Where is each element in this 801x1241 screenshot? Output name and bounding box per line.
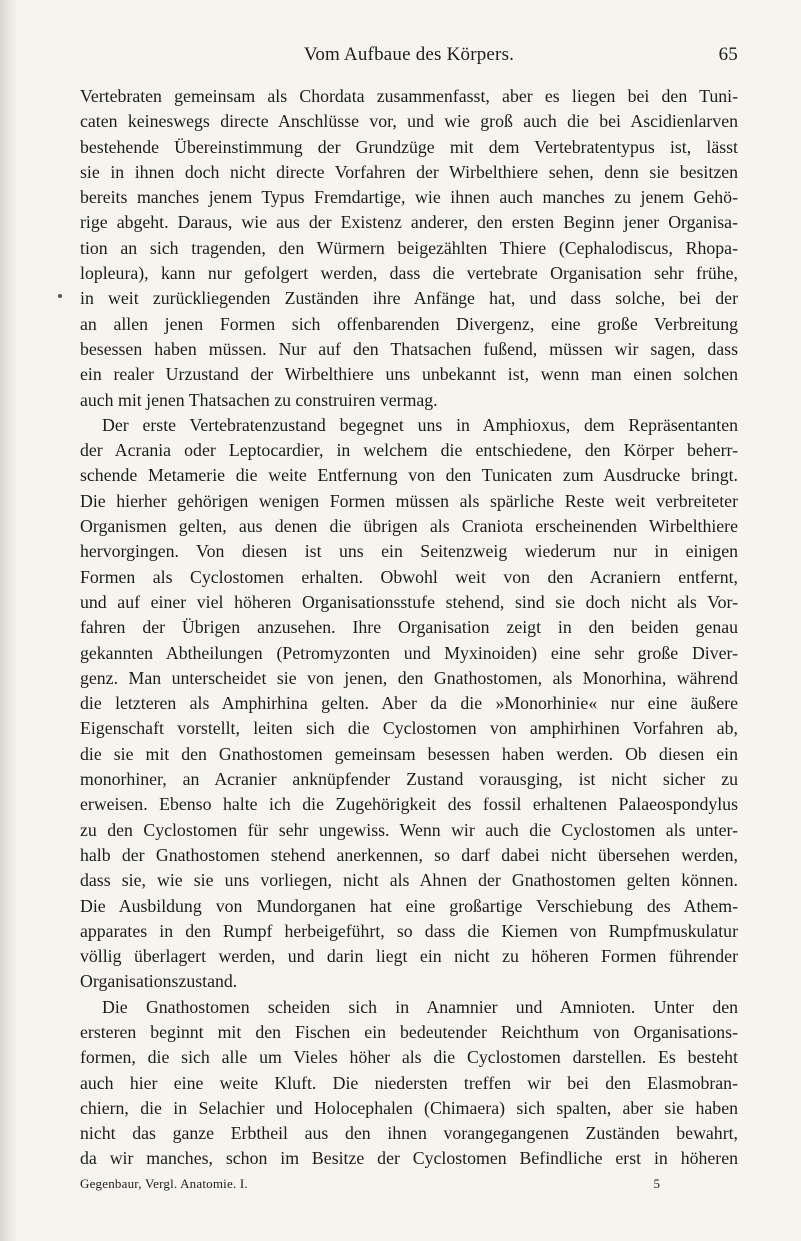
book-page [80, 44, 738, 1196]
text-line: Formen als Cyclostomen erhalten. Obwohl weit von den Acraniern entfernt, [80, 566, 738, 587]
text-line: Die Gnathostomen scheiden sich in Anamnier und Amnioten. Unter den [102, 996, 738, 1017]
text-line: chiern, die in Selachier und Holocephalen (Chimaera) sich spalten, aber sie haben [80, 1097, 738, 1118]
text-line: an allen jenen Formen sich offenbarenden Divergenz, eine große Verbreitung [80, 313, 738, 334]
text-line: Die Ausbildung von Mundorganen hat eine großartige Verschiebung des Athem- [80, 895, 738, 916]
text-line: halb der Gnathostomen stehend anerkennen, so darf dabei nicht übersehen werden, [80, 844, 738, 865]
running-head [80, 44, 738, 74]
text-line: die letzteren als Amphirhina gelten. Aber da die »Monorhinie« nur eine äußere [80, 693, 738, 714]
text-line: Die hierher gehörigen wenigen Formen müssen als spärliche Reste weit verbreiteter [80, 490, 738, 511]
text-line: zu den Cyclostomen für sehr ungewiss. Wenn wir auch die Cyclostomen als unter- [80, 819, 738, 840]
text-line: Organismen gelten, aus denen die übrigen als Craniota erscheinenden Wirbelthiere [80, 516, 738, 537]
text-line: schende Metamerie die weite Entfernung von den Tunicaten zum Ausdrucke bringt. [80, 465, 738, 486]
text-line: die sie mit den Gnathostomen gemeinsam besessen haben werden. Ob diesen ein [80, 743, 738, 764]
text-line: monorhiner, an Acranier anknüpfender Zustand vorausging, ist nicht sicher zu [80, 769, 738, 790]
text-line: gekannten Abtheilungen (Petromyzonten und Myxinoiden) eine sehr große Diver- [80, 642, 738, 663]
text-line: nicht das ganze Erbtheil aus den ihnen vorangegangenen Zuständen bewahrt, [80, 1123, 738, 1144]
margin-dot [58, 294, 62, 298]
text-line: formen, die sich alle um Vieles höher als die Cyclostomen darstellen. Es besteht [80, 1047, 738, 1068]
text-line: sie in ihnen doch nicht directe Vorfahren der Wirbelthiere sehen, denn sie besitzen [80, 161, 738, 182]
text-line: genz. Man unterscheidet sie von jenen, den Gnathostomen, als Monorhina, während [80, 667, 738, 688]
text-line: apparates in den Rumpf herbeigeführt, so dass die Kiemen von Rumpfmuskulatur [80, 920, 738, 941]
text-line: Eigenschaft vorstellt, leiten sich die Cyclostomen von amphirhinen Vorfahren ab, [80, 718, 738, 739]
text-line: tion an sich tragenden, den Würmern beigezählten Thiere (Cephalodiscus, Rhopa- [80, 237, 738, 258]
text-line: ein realer Urzustand der Wirbelthiere uns unbekannt ist, wenn man einen solchen [80, 364, 738, 385]
text-line: völlig überlagert werden, und darin liegt ein nicht zu höheren Formen führender [80, 946, 738, 967]
text-line: hervorgingen. Von diesen ist uns ein Seitenzweig wiederum nur in einigen [80, 541, 738, 562]
text-line: auch hier eine weite Kluft. Die niedersten treffen wir bei den Elasmobran- [80, 1072, 738, 1093]
text-line: in weit zurückliegenden Zuständen ihre Anfänge hat, und dass solche, bei der [80, 288, 738, 309]
text-line: besessen haben müssen. Nur auf den Thatsachen fußend, müssen wir sagen, dass [80, 338, 738, 359]
text-line: erweisen. Ebenso halte ich die Zugehörigkeit des fossil erhaltenen Palaeospondylus [80, 794, 738, 815]
text-line: auch mit jenen Thatsachen zu construiren vermag. [80, 389, 438, 410]
text-line: da wir manches, schon im Besitze der Cyclostomen Befindliche erst in höheren [80, 1148, 738, 1169]
sheet-number: 5 [653, 1175, 660, 1191]
text-line: der Acrania oder Leptocardier, in welchem die entschiedene, den Körper beherr- [80, 440, 738, 461]
text-line: caten keineswegs directe Anschlüsse vor, und wie groß auch die bei Ascidienlarven [80, 111, 738, 132]
page-gutter-shadow [0, 0, 18, 1241]
text-line: fahren der Übrigen anzusehen. Ihre Organisation zeigt in den beiden genau [80, 617, 738, 638]
text-line: rige abgeht. Daraus, wie aus der Existenz anderer, den ersten Beginn jener Organisa- [80, 212, 738, 233]
text-line: und auf einer viel höheren Organisationsstufe stehend, sind sie doch nicht als Vor- [80, 591, 738, 612]
text-line: Der erste Vertebratenzustand begegnet uns in Amphioxus, dem Repräsentanten [102, 414, 738, 435]
body-text [80, 84, 738, 1172]
text-line: bereits manches jenem Typus Fremdartige, wie ihnen auch manches zu jenem Gehö- [80, 187, 738, 208]
text-line: dass sie, wie sie uns vorliegen, nicht als Ahnen der Gnathostomen gelten können. [80, 870, 738, 891]
page-number: 65 [718, 44, 738, 65]
text-line: ersteren beginnt mit den Fischen ein bedeutender Reichthum von Organisations- [80, 1021, 738, 1042]
text-line: Vertebraten gemeinsam als Chordata zusammenfasst, aber es liegen bei den Tuni- [80, 86, 738, 106]
text-line: bestehende Übereinstimmung der Grundzüge mit dem Vertebratentypus ist, lässt [80, 136, 738, 157]
page-footer [80, 1174, 738, 1196]
text-line: lopleura), kann nur gefolgert werden, dass die vertebrate Organisation sehr frühe, [80, 263, 738, 284]
running-head-title: Vom Aufbaue des Körpers. [303, 44, 515, 65]
footer-signature: Gegenbaur, Vergl. Anatomie. I. [80, 1175, 248, 1191]
text-line: Organisationszustand. [80, 971, 238, 992]
